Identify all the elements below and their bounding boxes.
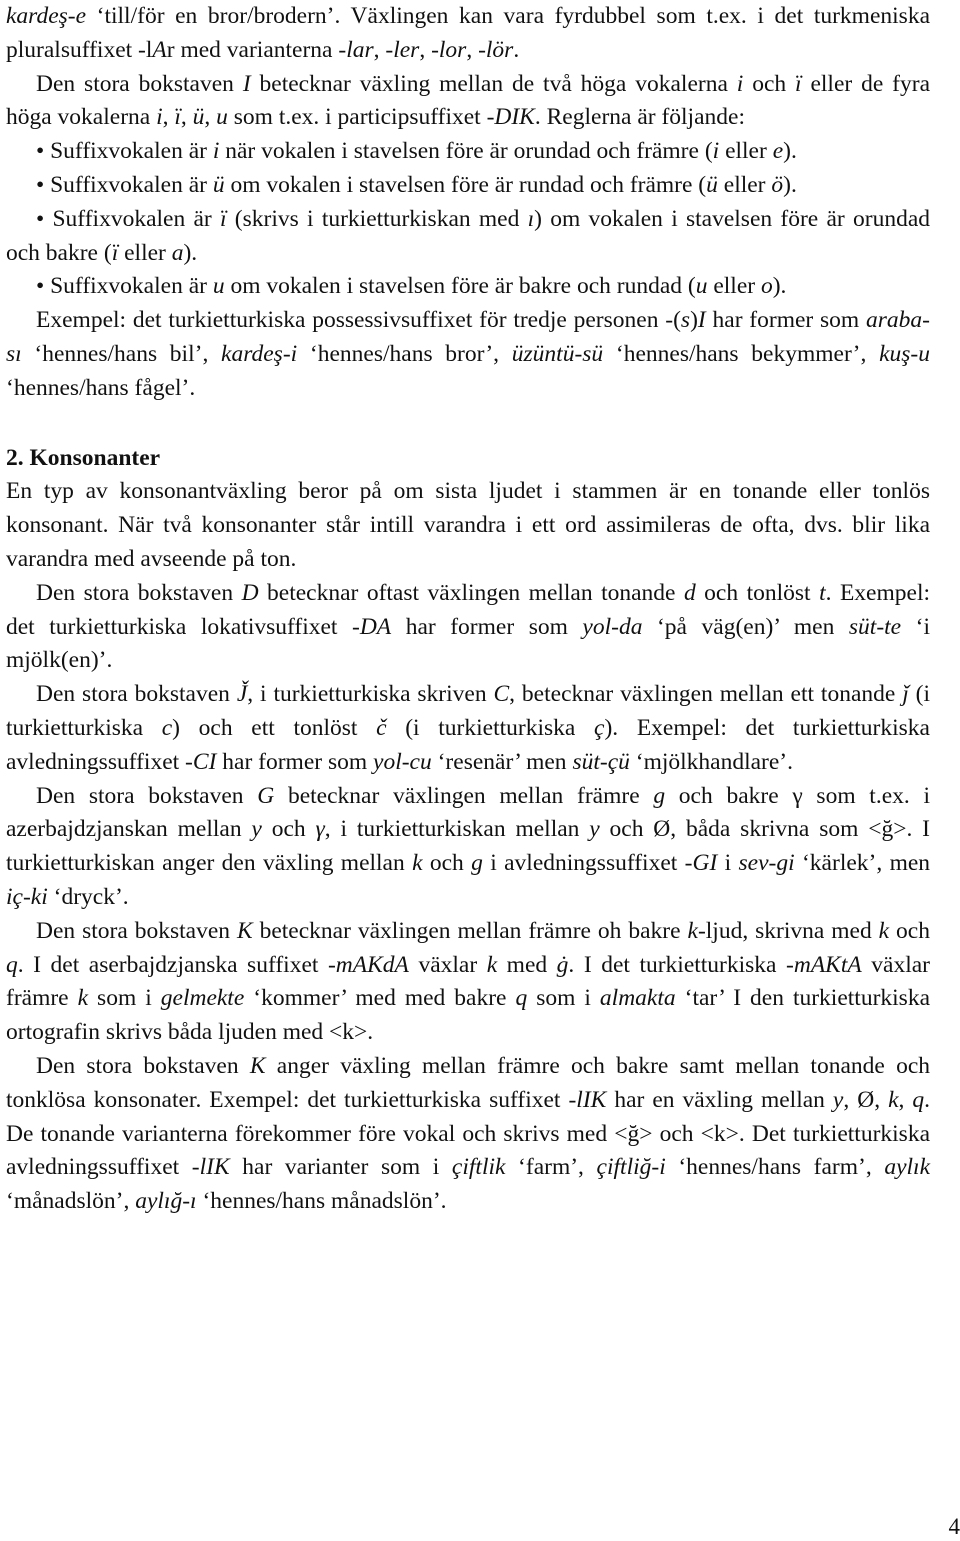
section-heading: 2. Konsonanter xyxy=(6,442,930,476)
paragraph: En typ av konsonantväxling beror på om sista ljudet i stammen är en tonande eller tonlös konsonant. När två konsonanter står intill varandra i ett ord assimileras de ofta, dvs. blir lika varandra med avseende på ton. xyxy=(6,475,930,576)
paragraph: • Suffixvokalen är u om vokalen i stavelsen före är bakre och rundad (u eller o). xyxy=(6,270,930,304)
paragraph: • Suffixvokalen är i när vokalen i stavelsen före är orundad och främre (i eller e). xyxy=(6,135,930,169)
paragraph: kardeş-e ‘till/för en bror/brodern’. Växlingen kan vara fyrdubbel som t.ex. i det turkmeniska pluralsuffixet -lAr med varianterna -lar, -ler, -lor, -lör. xyxy=(6,0,930,68)
section-gap xyxy=(6,406,930,442)
paragraph: Den stora bokstaven I betecknar växling mellan de två höga vokalerna i och ï eller de fyra höga vokalerna i, ï, ü, u som t.ex. i participsuffixet -DIK. Reglerna är följande: xyxy=(6,68,930,136)
section-vowels xyxy=(6,0,930,406)
paragraph: Den stora bokstaven K anger växling mellan främre och bakre samt mellan tonande och tonklösa konsonater. Exempel: det turkietturkiska suffixet -lIK har en växling mellan y, Ø, k, q. De tonande varianterna förekommer före vokal och skrivs med <ğ> och <k>. Det turkietturkiska avledningssuffixet -lIK har varianter som i çiftlik ‘farm’, çiftliğ-i ‘hennes/hans farm’, aylık ‘månadslön’, aylığ-ı ‘hennes/hans månadslön’. xyxy=(6,1050,930,1219)
paragraph: Den stora bokstaven D betecknar oftast växlingen mellan tonande d och tonlöst t. Exempel: det turkietturkiska lokativsuffixet -DA har former som yol-da ‘på väg(en)’ men süt-te ‘i mjölk(en)’. xyxy=(6,577,930,678)
paragraph: Den stora bokstaven G betecknar växlingen mellan främre g och bakre γ som t.ex. i azerbajdzjanskan mellan y och γ, i turkietturkiskan mellan y och Ø, båda skrivna som <ğ>. I turkietturkiskan anger den växling mellan k och g i avledningssuffixet -GI i sev-gi ‘kärlek’, men iç-ki ‘dryck’. xyxy=(6,780,930,915)
paragraph: • Suffixvokalen är ü om vokalen i stavelsen före är rundad och främre (ü eller ö). xyxy=(6,169,930,203)
section-consonants xyxy=(6,475,930,1219)
page-number: 4 xyxy=(949,1513,960,1541)
paragraph: Den stora bokstaven K betecknar växlingen mellan främre oh bakre k-ljud, skrivna med k och q. I det aserbajdzjanska suffixet -mAKdA växlar k med ġ. I det turkietturkiska -mAKtA växlar främre k som i gelmekte ‘kommer’ med med bakre q som i almakta ‘tar’ I den turkietturkiska ortografin skrivs båda ljuden med <k>. xyxy=(6,915,930,1050)
paragraph: • Suffixvokalen är ï (skrivs i turkietturkiskan med ı) om vokalen i stavelsen före är orundad och bakre (ï eller a). xyxy=(6,203,930,271)
document-page xyxy=(6,0,930,1219)
paragraph: Exempel: det turkietturkiska possessivsuffixet för tredje personen -(s)I har former som araba-sı ‘hennes/hans bil’, kardeş-i ‘hennes/hans bror’, üzüntü-sü ‘hennes/hans bekymmer’, kuş-u ‘hennes/hans fågel’. xyxy=(6,304,930,405)
paragraph: Den stora bokstaven J̌, i turkietturkiska skriven C, betecknar växlingen mellan ett tonande ǰ (i turkietturkiska c) och ett tonlöst č (i turkietturkiska ç). Exempel: det turkietturkiska avledningssuffixet -CI har former som yol-cu ‘resenär’ men süt-çü ‘mjölkhandlare’. xyxy=(6,678,930,779)
